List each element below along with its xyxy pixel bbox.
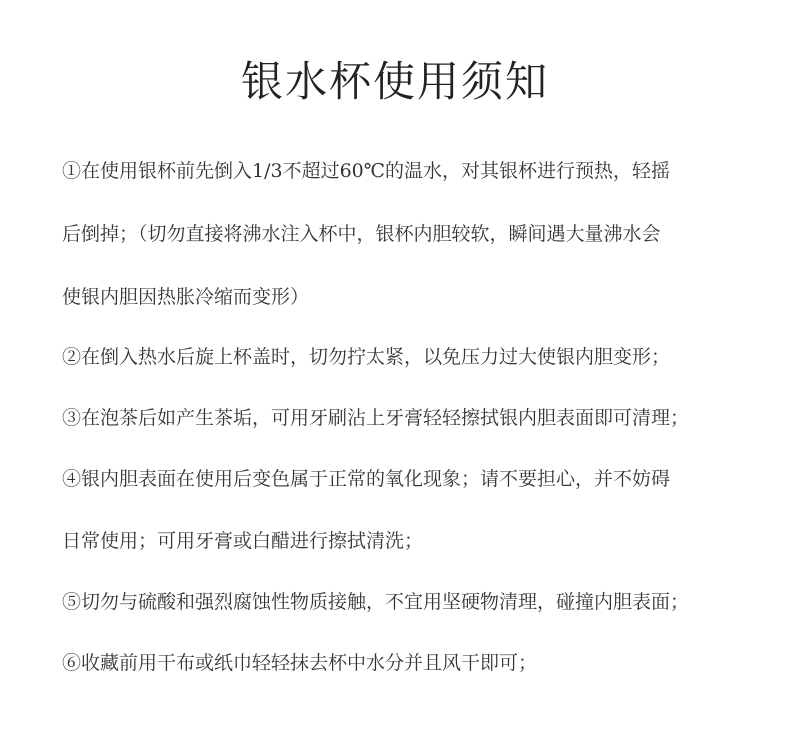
instruction-line-5: ③在泡茶后如产生茶垢，可用牙刷沾上牙膏轻轻擦拭银内胆表面即可清理； xyxy=(62,407,690,429)
instruction-line-4: ②在倒入热水后旋上杯盖时，切勿拧太紧，以免压力过大使银内胆变形； xyxy=(62,346,671,368)
instruction-line-1: ①在使用银杯前先倒入1/3不超过60℃的温水，对其银杯进行预热，轻摇 xyxy=(62,160,671,182)
instruction-line-3: 使银内胆因热胀冷缩而变形） xyxy=(62,286,310,308)
instruction-line-6: ④银内胆表面在使用后变色属于正常的氧化现象；请不要担心，并不妨碍 xyxy=(62,468,671,490)
page-title: 银水杯使用须知 xyxy=(240,57,549,106)
instruction-line-2: 后倒掉；（切勿直接将沸水注入杯中，银杯内胆较软，瞬间遇大量沸水会 xyxy=(62,223,661,245)
instruction-line-9: ⑥收藏前用干布或纸巾轻轻抹去杯中水分并且风干即可； xyxy=(62,652,538,674)
instruction-line-8: ⑤切勿与硫酸和强烈腐蚀性物质接触，不宜用坚硬物清理，碰撞内胆表面； xyxy=(62,591,690,613)
instruction-line-7: 日常使用；可用牙膏或白醋进行擦拭清洗； xyxy=(62,530,424,552)
